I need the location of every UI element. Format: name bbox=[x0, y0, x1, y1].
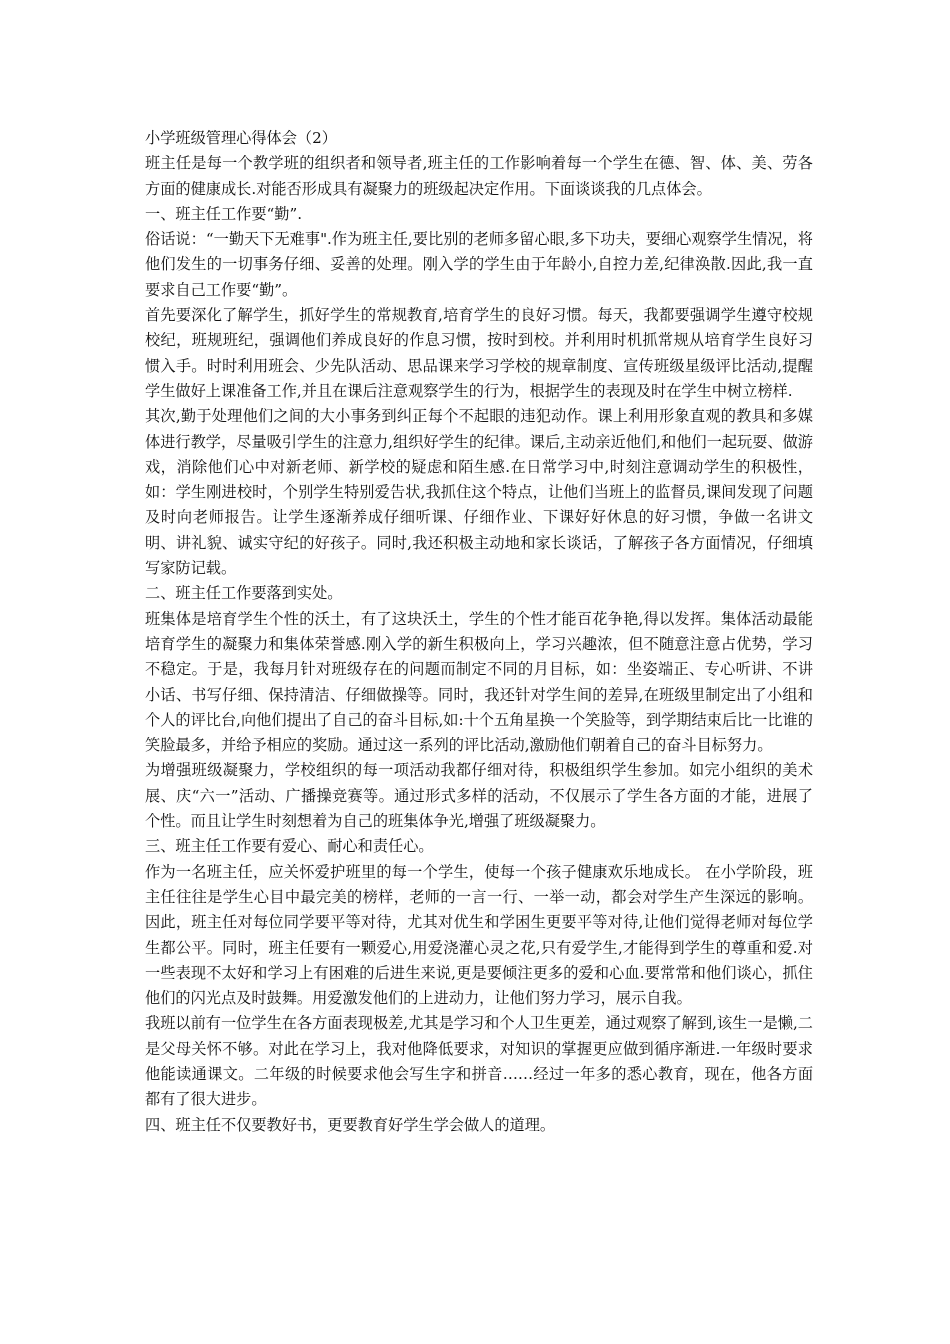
paragraph-intro: 班主任是每一个教学班的组织者和领导者,班主任的工作影响着每一个学生在德、智、体、美、劳各方面的健康成长.对能否形成具有凝聚力的班级起决定作用。下面谈谈我的几点体会。 bbox=[145, 154, 813, 198]
document-title: 小学班级管理心得体会（2） bbox=[145, 129, 337, 147]
paragraph-care: 作为一名班主任，应关怀爱护班里的每一个学生，使每一个孩子健康欢乐地成长。 在小学阶段，班主任往往是学生心目中最完美的榜样，老师的一言一行、一举一动，都会对学生产生深远的影响。因此，班主任对每位同学要平等对待，尤其对优生和学困生更要平等对待,让他们觉得老师对每位学生都公平。同时，班主任要有一颗爱心,用爱浇灌心灵之花,只有爱学生,才能得到学生的尊重和爱.对一些表现不太好和学习上有困难的后进生来说,更是要倾注更多的爱和心血.要常常和他们谈心，抓住他们的闪光点及时鼓舞。用爱激发他们的上进动力，让他们努力学习，展示自我。 bbox=[145, 862, 813, 1008]
paragraph-diligence: 俗话说：“一勤天下无难事".作为班主任,要比别的老师多留心眼,多下功夫，要细心观察学生情况，将他们发生的一切事务仔细、妥善的处理。刚入学的学生由于年龄小,自控力差,纪律涣散.因此,我一直要求自己工作要“勤”。 bbox=[145, 230, 813, 299]
section-heading-2: 二、班主任工作要落到实处。 bbox=[145, 584, 343, 603]
section-heading-4: 四、班主任不仅要教好书，更要教育好学生学会做人的道理。 bbox=[145, 1115, 556, 1134]
paragraph-cohesion: 为增强班级凝聚力，学校组织的每一项活动我都仔细对待，积极组织学生参加。如完小组织的美术展、庆“六一”活动、广播操竞赛等。通过形式多样的活动，不仅展示了学生各方面的才能，进展了个性。而且让学生时刻想着为自己的班集体争光,增强了班级凝聚力。 bbox=[145, 761, 813, 831]
section-heading-1: 一、班主任工作要“勤”. bbox=[145, 204, 303, 223]
paragraph-routine-education: 首先要深化了解学生，抓好学生的常规教育,培育学生的良好习惯。每天，我都要强调学生遵守校规校纪，班规班纪，强调他们养成良好的作息习惯，按时到校。并利用时机抓常规从培育学生良好习惯入手。时时利用班会、少先队活动、思品课来学习学校的规章制度、宣传班级星级评比活动,提醒学生做好上课准备工作,并且在课后注意观察学生的行为，根据学生的表现及时在学生中树立榜样. bbox=[145, 306, 813, 400]
paragraph-class-collective: 班集体是培育学生个性的沃土，有了这块沃土，学生的个性才能百花争艳,得以发挥。集体活动最能培育学生的凝聚力和集体荣誉感.刚入学的新生积极向上，学习兴趣浓，但不随意注意占优势，学习不稳定。于是，我每月针对班级存在的问题而制定不同的月目标，如：坐姿端正、专心听讲、不讲小话、书写仔细、保持清洁、仔细做操等。同时，我还针对学生间的差异,在班级里制定出了小组和个人的评比台,向他们提出了自己的奋斗目标,如:十个五角星换一个笑脸等，到学期结束后比一比谁的笑脸最多，并给予相应的奖励。通过这一系列的评比活动,激励他们朝着自己的奋斗目标努力。 bbox=[145, 609, 813, 755]
paragraph-student-case: 我班以前有一位学生在各方面表现极差,尤其是学习和个人卫生更差，通过观察了解到,该生一是懒,二是父母关怀不够。对此在学习上，我对他降低要求，对知识的掌握更应做到循序渐进.一年级时要求他能读通课文。二年级的时候要求他会写生字和拼音……经过一年多的悉心教育，现在，他各方面都有了很大进步。 bbox=[145, 1014, 813, 1109]
document-page bbox=[145, 126, 813, 1138]
paragraph-daily-affairs: 其次,勤于处理他们之间的大小事务到纠正每个不起眼的违犯动作。课上利用形象直观的教具和多媒体进行教学，尽量吸引学生的注意力,组织好学生的纪律。课后,主动亲近他们,和他们一起玩耍、做游戏，消除他们心中对新老师、新学校的疑虑和陌生感.在日常学习中,时刻注意调动学生的积极性，如：学生刚进校时，个别学生特别爱告状,我抓住这个特点，让他们当班上的监督员,课间发现了问题及时向老师报告。让学生逐渐养成仔细听课、仔细作业、下课好好休息的好习惯，争做一名讲文明、讲礼貌、诚实守纪的好孩子。同时,我还积极主动地和家长谈话，了解孩子各方面情况，仔细填写家防记载。 bbox=[145, 407, 813, 578]
section-heading-3: 三、班主任工作要有爱心、耐心和责任心。 bbox=[145, 837, 434, 856]
